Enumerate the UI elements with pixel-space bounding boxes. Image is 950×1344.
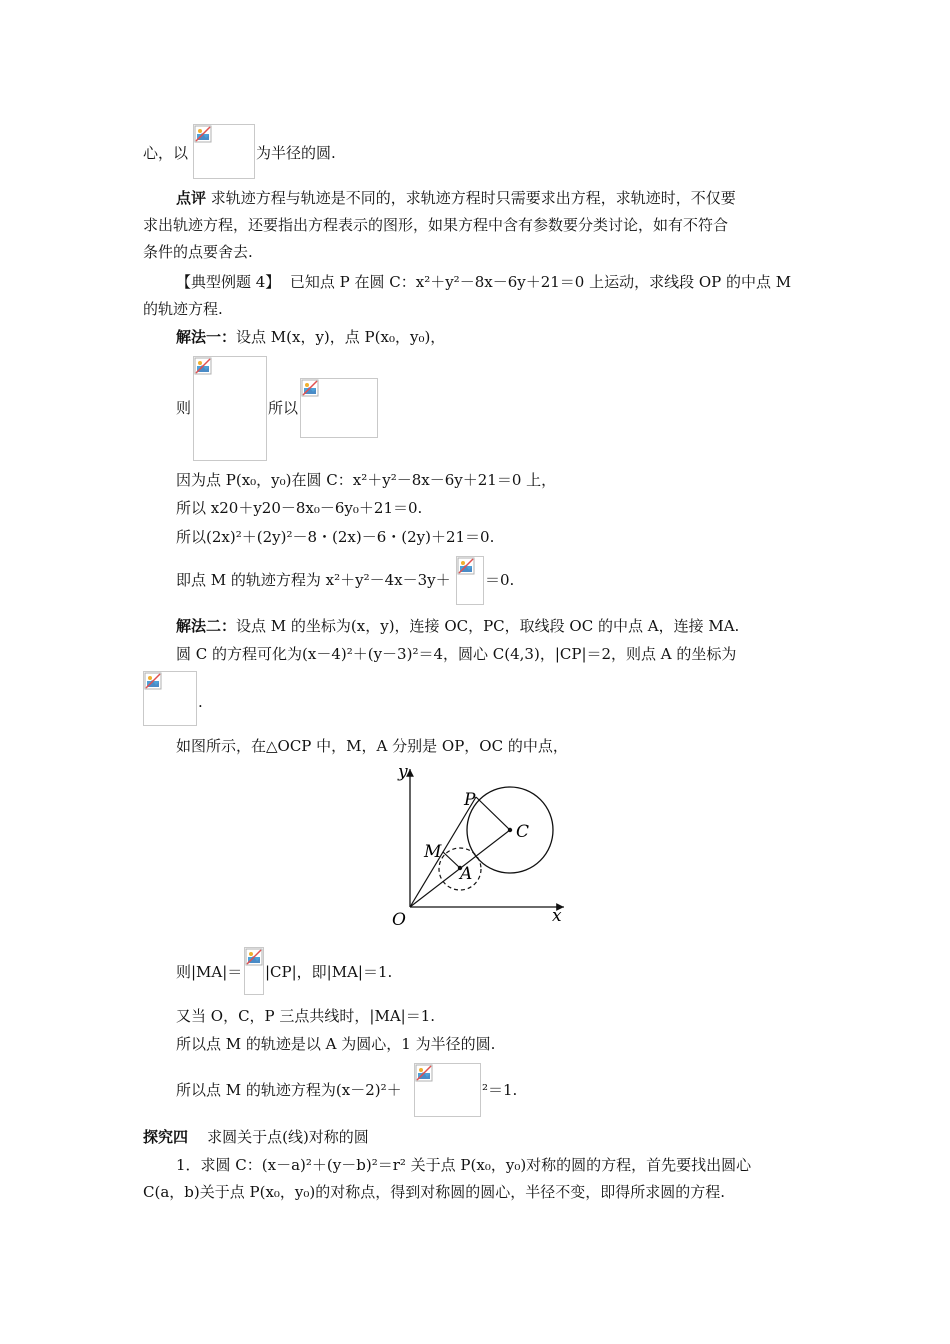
point-c	[508, 828, 512, 832]
broken-image-icon	[245, 948, 263, 966]
text-segment: 设点 M(x，y)，点 P(x₀，y₀)，	[236, 328, 446, 346]
text-line	[256, 143, 336, 163]
segment-ma	[443, 852, 460, 868]
text-line: 则	[176, 399, 192, 417]
text-line	[143, 1127, 369, 1147]
image-placeholder	[456, 556, 484, 605]
text-line: 即点 M 的轨迹方程为 x²＋y²－4x－3y＋	[176, 571, 451, 589]
broken-image-icon	[457, 557, 475, 575]
origin-label: O	[392, 910, 406, 930]
point-a-label: A	[460, 864, 473, 884]
broken-image-icon	[144, 672, 162, 690]
text-line	[176, 327, 445, 347]
text-line: 条件的点要舍去.	[143, 243, 253, 261]
y-axis-label: y	[398, 762, 408, 782]
point-m-label: M	[424, 842, 442, 862]
solution-tag: 解法二：	[176, 617, 237, 635]
review-tag: 点评	[176, 189, 207, 207]
text-line: 又当 O，C，P 三点共线时，|MA|＝1.	[176, 1007, 436, 1025]
image-placeholder	[143, 671, 197, 726]
x-axis-label: x	[552, 906, 562, 926]
text-line	[176, 188, 736, 208]
text-line: 圆 C 的方程可化为(x－4)²＋(y－3)²＝4，圆心 C(4,3)，|CP|＝2，则点 A 的坐标为	[176, 645, 737, 663]
text-line: 则|MA|＝	[176, 963, 243, 981]
image-placeholder	[244, 947, 264, 995]
text-line: .	[198, 693, 203, 711]
text-line: 所以	[268, 399, 299, 417]
solution-tag: 解法一：	[176, 328, 237, 346]
text-line: 所以点 M 的轨迹方程为(x－2)²＋	[176, 1081, 402, 1099]
text-segment: 心，以	[143, 144, 189, 162]
point-p-label: P	[464, 790, 476, 810]
image-placeholder	[414, 1063, 481, 1117]
text-segment: 求轨迹方程与轨迹是不同的，求轨迹方程时只需要求出方程，求轨迹时，不仅要	[210, 189, 736, 207]
text-line	[143, 143, 188, 163]
text-line	[176, 272, 791, 292]
text-line: 所以 x20＋y20－8x₀－6y₀＋21＝0.	[176, 499, 423, 517]
text-line: 所以(2x)²＋(2y)²－8・(2x)－6・(2y)＋21＝0.	[176, 528, 495, 546]
text-line: 如图所示，在△OCP 中，M，A 分别是 OP，OC 的中点，	[176, 737, 568, 755]
text-line: 因为点 P(x₀，y₀)在圆 C：x²＋y²－8x－6y＋21＝0 上，	[176, 471, 557, 489]
broken-image-icon	[194, 125, 212, 143]
section-tag: 探究四	[143, 1128, 189, 1146]
text-line: ＝0.	[485, 571, 515, 589]
broken-image-icon	[301, 379, 319, 397]
text-segment: 已知点 P 在圆 C：x²＋y²－8x－6y＋21＝0 上运动，求线段 OP 的中点 M	[289, 273, 792, 291]
image-placeholder	[193, 356, 267, 461]
image-placeholder	[193, 124, 255, 179]
text-line: 求出轨迹方程，还要指出方程表示的图形，如果方程中含有参数要分类讨论，如有不符合	[143, 216, 729, 234]
example-tag: 【典型例题 4】	[176, 273, 281, 291]
segment-pc	[476, 797, 510, 830]
section-title: 求圆关于点(线)对称的圆	[207, 1128, 369, 1146]
text-line: |CP|，即|MA|＝1.	[265, 963, 393, 981]
text-segment: 设点 M 的坐标为(x，y)，连接 OC，PC，取线段 OC 的中点 A，连接 MA.	[236, 617, 740, 635]
text-line: 1．求圆 C：(x－a)²＋(y－b)²＝r² 关于点 P(x₀，y₀)对称的圆的方程，首先要找出圆心	[176, 1156, 752, 1174]
image-placeholder	[300, 378, 378, 438]
point-c-label: C	[516, 822, 530, 842]
text-line: 所以点 M 的轨迹是以 A 为圆心，1 为半径的圆.	[176, 1035, 496, 1053]
geometry-figure	[376, 757, 576, 937]
text-segment: 为半径的圆.	[256, 144, 336, 162]
text-line	[176, 616, 739, 636]
text-line: C(a，b)关于点 P(x₀，y₀)的对称点，得到对称圆的圆心，半径不变，即得所求圆的方程.	[143, 1183, 726, 1201]
broken-image-icon	[415, 1064, 433, 1082]
text-line: 的轨迹方程.	[143, 300, 223, 318]
broken-image-icon	[194, 357, 212, 375]
text-line: ²＝1.	[482, 1081, 518, 1099]
